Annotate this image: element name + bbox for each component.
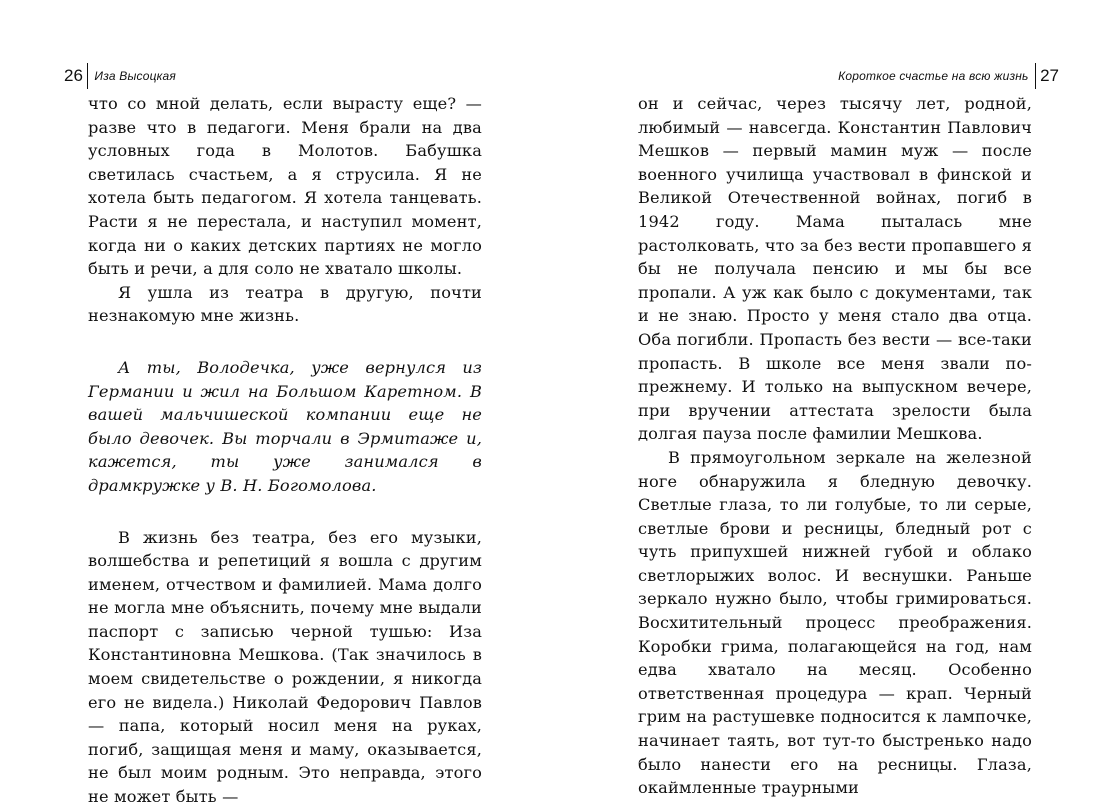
letter-paragraph: А ты, Володечка, уже вернулся из Германии и жил на Большом Каретном. В вашей мальчишеской компании еще не было девочек. Вы торчали в Эрмитаже и, кажется, ты уже занимался в драмкружке у В. Н. Богомолова. xyxy=(88,357,482,495)
paragraph: В жизнь без театра, без его музыки, волшебства и репетиций я вошла с другим именем, отчеством и фамилией. Мама долго не могла мне объяснить, почему мне выдали паспорт с записью черной тушью: Иза Константиновна Мешкова. (Так значилось в моем свидетельстве о рождении, я никогда его не видела.) Николай Федорович Павлов — папа, который носил меня на руках, погиб, защищая меня и маму, оказывается, не был моим родным. Это неправда, этого не может быть — xyxy=(88,527,482,807)
left-running-head: Иза Высоцкая xyxy=(94,69,176,83)
right-page xyxy=(555,0,1111,800)
section-gap xyxy=(88,328,482,356)
right-page-header xyxy=(838,62,1059,90)
paragraph: что со мной делать, если вырасту еще? — разве что в педагоги. Меня брали на два условных года в Молотов. Бабушка светилась счастьем, а я струсила. Я не хотела быть педагогом. Я хотела танцевать. Расти я не перестала, и наступил момент, когда ни о каких детских партиях не могло быть и речи, а для соло не хватало школы. xyxy=(88,94,482,279)
right-page-body xyxy=(638,92,1032,800)
paragraph: он и сейчас, через тысячу лет, родной, любимый — навсегда. Константин Павлович Мешков — первый мамин муж — после военного училища участвовал в финской и Великой Отечественной войнах, погиб в 1942 году. Мама пыталась мне растолковать, что за без вести пропавшего я бы не получала пенсию и мы бы все пропали. А уж как было с документами, так и не знаю. Просто у меня стало два отца. Оба погибли. Пропасть без вести — все-таки пропасть. В школе все меня звали по-прежнему. И только на выпускном вечере, при вручении аттестата зрелости была долгая пауза после фамилии Мешкова. xyxy=(638,94,1032,444)
left-page-number: 26 xyxy=(64,66,83,85)
section-gap xyxy=(88,498,482,526)
header-rule xyxy=(87,63,89,89)
left-page-header xyxy=(64,62,176,90)
header-rule xyxy=(1035,63,1037,89)
paragraph: Я ушла из театра в другую, почти незнакомую мне жизнь. xyxy=(88,282,482,326)
right-page-number: 27 xyxy=(1040,66,1059,85)
right-running-head: Короткое счастье на всю жизнь xyxy=(838,69,1029,83)
paragraph: В прямоугольном зеркале на железной ноге обнаружила я бледную девочку. Светлые глаза, то ли голубые, то ли серые, светлые брови и ресницы, бледный рот с чуть припухшей нижней губой и облако светлорыжих волос. И веснушки. Раньше зеркало нужно было, чтобы гримироваться. Восхитительный процесс преображения. Коробки грима, полагающейся на год, нам едва хватало на месяц. Особенно ответственная процедура — крап. Черный грим на растушевке подносится к лампочке, начинает таять, вот тут-то быстренько надо было нанести его на ресницы. Глаза, окаймленные траурными xyxy=(638,447,1032,798)
left-page-body xyxy=(88,92,482,809)
left-page xyxy=(0,0,555,807)
